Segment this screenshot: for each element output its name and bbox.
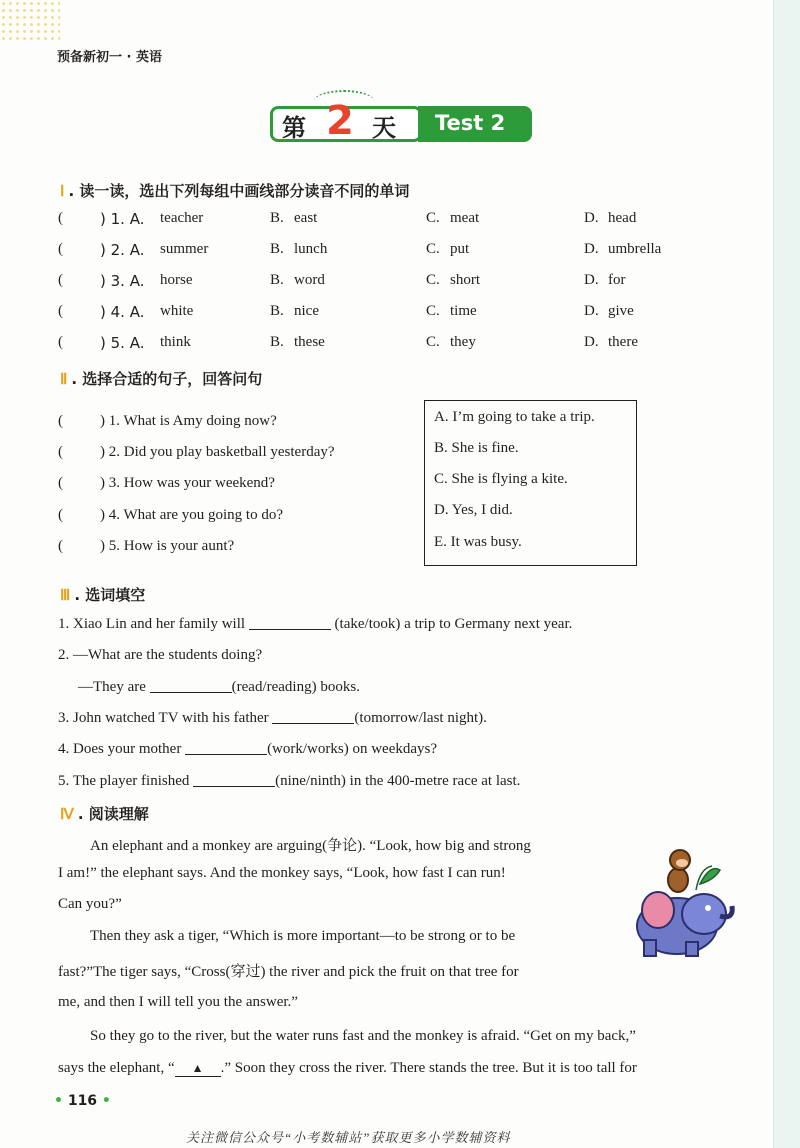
question-number: ) 5. A. [100,334,145,352]
option-a-word: summer [160,241,209,257]
passage-line: So they go to the river, but the water runs fast and the monkey is afraid. “Get on my back,” [90,1028,636,1044]
elephant-head [682,894,726,934]
option-c-label: C. [426,241,440,257]
option-d-label: D. [584,303,599,319]
option-c-label: C. [426,272,440,288]
fill-line-2: 2. —What are the students doing? [58,647,263,663]
passage-line: fast?”The tiger says, “Cross(穿过) the river and pick the fruit on that tree for [58,964,519,980]
section2-question: ) 3. How was your weekend? [100,475,275,491]
option-c-label: C. [426,334,440,350]
option-c-word: time [450,303,477,319]
triangle-blank[interactable]: ▲ [175,1061,221,1077]
section2-heading [60,368,262,389]
monkey-body [668,868,688,892]
blank[interactable] [193,772,275,787]
option-b-word: nice [294,303,319,319]
answer-paren-left[interactable]: ( [58,413,63,429]
elephant-eye [705,905,711,911]
blank[interactable] [185,740,267,755]
answer-paren-left[interactable]: ( [58,444,63,460]
banner-tian: 天 [372,114,396,142]
answer-paren-left[interactable]: ( [58,538,63,554]
elephant-ear [642,892,674,928]
question-number: ) 3. A. [100,272,145,290]
option-d-word: give [608,303,634,319]
fill-line-1: 1. Xiao Lin and her family will (take/took) a trip to Germany next year. [58,616,573,632]
section2-question: ) 4. What are you going to do? [100,507,284,523]
footer-note: 关注微信公众号“小考数辅站”获取更多小学数辅资料 [186,1130,511,1145]
option-c-word: short [450,272,480,288]
option-b-word: word [294,272,325,288]
banner-test-label: Test 2 [435,111,506,135]
option-c-word: meat [450,210,480,226]
question-number: ) 4. A. [100,303,145,321]
page-edge-bar [773,0,800,1148]
section4-roman: Ⅳ [60,807,74,823]
section3-title: . 选词填空 [74,586,146,604]
decorative-dots [0,0,60,40]
section1-heading [60,180,409,201]
page-number: • 116 • [54,1093,111,1109]
option-a-word: teacher [160,210,204,226]
blank[interactable] [272,709,354,724]
section4-heading [60,803,149,824]
passage-line: An elephant and a monkey are arguing(争论). “Look, how big and strong [90,838,531,854]
banner-di: 第 [282,114,306,142]
answer-option: C. She is flying a kite. [434,471,568,487]
option-a-word: think [160,334,191,350]
section2-question: ) 2. Did you play basketball yesterday? [100,444,335,460]
option-c-label: C. [426,303,440,319]
answer-paren-left[interactable]: ( [58,334,63,350]
answer-paren-left[interactable]: ( [58,272,63,288]
answer-paren-left[interactable]: ( [58,303,63,319]
passage-line-blank: says the elephant, “ ▲ .” Soon they cross the river. There stands the tree. But it is too tall for [58,1060,637,1076]
passage-line: Then they ask a tiger, “Which is more important—to be strong or to be [90,928,516,944]
answer-paren-left[interactable]: ( [58,475,63,491]
option-d-word: for [608,272,626,288]
passage-line: Can you?” [58,896,122,912]
option-c-label: C. [426,210,440,226]
fill-line-5: 4. Does your mother (work/works) on weekdays? [58,741,438,757]
elephant-leg [686,942,698,956]
option-d-label: D. [584,241,599,257]
option-b-word: these [294,334,325,350]
option-d-word: head [608,210,637,226]
answer-options-box [424,400,637,566]
passage-line: I am!” the elephant says. And the monkey says, “Look, how fast I can run! [58,865,506,881]
section4-title: . 阅读理解 [77,805,149,823]
option-b-label: B. [270,334,284,350]
answer-paren-left[interactable]: ( [58,241,63,257]
option-b-label: B. [270,272,284,288]
section2-roman: Ⅱ [60,372,68,388]
fill-line-3: —They are (read/reading) books. [78,679,360,695]
option-c-word: put [450,241,470,257]
answer-paren-left[interactable]: ( [58,507,63,523]
banner-day-number: 2 [326,98,354,144]
blank[interactable] [249,615,331,630]
fill-line-4: 3. John watched TV with his father (tomorrow/last night). [58,710,487,726]
option-d-label: D. [584,334,599,350]
option-b-label: B. [270,210,284,226]
question-number: ) 2. A. [100,241,145,259]
section2-question: ) 5. How is your aunt? [100,538,235,554]
option-b-word: lunch [294,241,328,257]
section1-roman: Ⅰ [60,184,65,200]
question-number: ) 1. A. [100,210,145,228]
elephant-leg [644,940,656,956]
section1-title: . 读一读，选出下列每组中画线部分读音不同的单词 [68,182,410,200]
answer-option: D. Yes, I did. [434,502,513,518]
section2-question: ) 1. What is Amy doing now? [100,413,277,429]
answer-paren-left[interactable]: ( [58,210,63,226]
option-d-label: D. [584,272,599,288]
running-header: 预备新初一 · 英语 [57,50,162,65]
option-d-word: there [608,334,638,350]
option-a-word: white [160,303,194,319]
answer-option: B. She is fine. [434,440,519,456]
blank[interactable] [150,678,232,693]
monkey-face [676,859,688,867]
option-d-word: umbrella [608,241,662,257]
passage-line: me, and then I will tell you the answer.” [58,994,298,1010]
option-b-word: east [294,210,318,226]
option-d-label: D. [584,210,599,226]
fill-line-6: 5. The player finished (nine/ninth) in the 400-metre race at last. [58,773,521,789]
option-b-label: B. [270,303,284,319]
answer-option: E. It was busy. [434,534,522,550]
option-b-label: B. [270,241,284,257]
answer-option: A. I’m going to take a trip. [434,409,595,425]
section3-roman: Ⅲ [60,588,71,604]
option-a-word: horse [160,272,193,288]
elephant-monkey-illustration [622,844,742,964]
section3-heading [60,584,145,605]
day-title-banner [270,100,532,146]
option-c-word: they [450,334,476,350]
section2-title: . 选择合适的句子，回答问句 [71,370,263,388]
